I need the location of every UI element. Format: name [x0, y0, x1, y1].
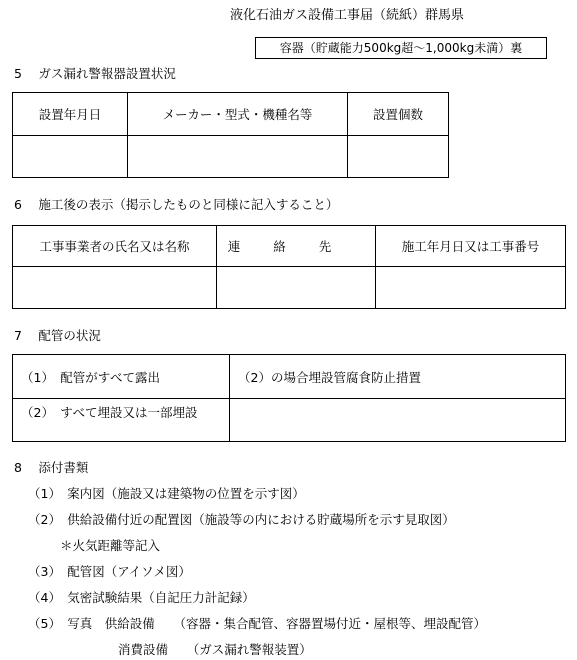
construction-date-cell[interactable]	[376, 267, 566, 309]
piping-option-buried[interactable]: （2） すべて埋設又は一部埋設	[13, 399, 230, 442]
attachment-item-3: （3） 配管図（アイソメ図）	[28, 564, 191, 579]
attachment-item-4: （4） 気密試験結果（自記圧力計記録）	[28, 590, 255, 605]
header-maker-model: メーカー・型式・機種名等	[128, 93, 348, 136]
contractor-name-cell[interactable]	[13, 267, 217, 309]
contact-cell[interactable]	[217, 267, 376, 309]
install-count-cell[interactable]	[348, 136, 449, 178]
corrosion-measure-label: （2）の場合埋設管腐食防止措置	[230, 355, 566, 399]
gas-alarm-table	[12, 92, 449, 178]
header-contact: 連絡先	[217, 226, 376, 267]
form-subtitle-box: 容器（貯蔵能力500kg超～1,000kg未満）裏	[255, 37, 547, 59]
header-contractor-name: 工事事業者の氏名又は名称	[13, 226, 217, 267]
piping-option-exposed[interactable]: （1） 配管がすべて露出	[13, 355, 230, 399]
attachment-item-5: （5） 写真 供給設備 （容器・集合配管、容器置場付近・屋根等、埋設配管）	[28, 616, 486, 631]
attachment-item-1: （1） 案内図（施設又は建築物の位置を示す図）	[28, 486, 305, 501]
attachment-item-2-note: ＊火気距離等記入	[60, 538, 161, 553]
piping-status-table	[12, 354, 566, 442]
section-7-heading: 7 配管の状況	[14, 328, 101, 343]
form-title: 液化石油ガス設備工事届（続紙）群馬県	[230, 8, 465, 23]
install-date-cell[interactable]	[13, 136, 128, 178]
attachment-item-2: （2） 供給設備付近の配置図（施設等の内における貯蔵場所を示す見取図）	[28, 512, 455, 527]
header-install-date: 設置年月日	[13, 93, 128, 136]
attachment-item-5-consumption: 消費設備 （ガス漏れ警報装置）	[118, 642, 312, 657]
section-5-heading: 5 ガス漏れ警報器設置状況	[14, 66, 176, 81]
corrosion-measure-cell[interactable]	[230, 399, 566, 442]
maker-model-cell[interactable]	[128, 136, 348, 178]
post-construction-display-table	[12, 225, 566, 309]
section-8-heading: 8 添付書類	[14, 460, 89, 475]
header-construction-date: 施工年月日又は工事番号	[376, 226, 566, 267]
section-6-heading: 6 施工後の表示（掲示したものと同様に記入すること）	[14, 197, 339, 212]
header-install-count: 設置個数	[348, 93, 449, 136]
